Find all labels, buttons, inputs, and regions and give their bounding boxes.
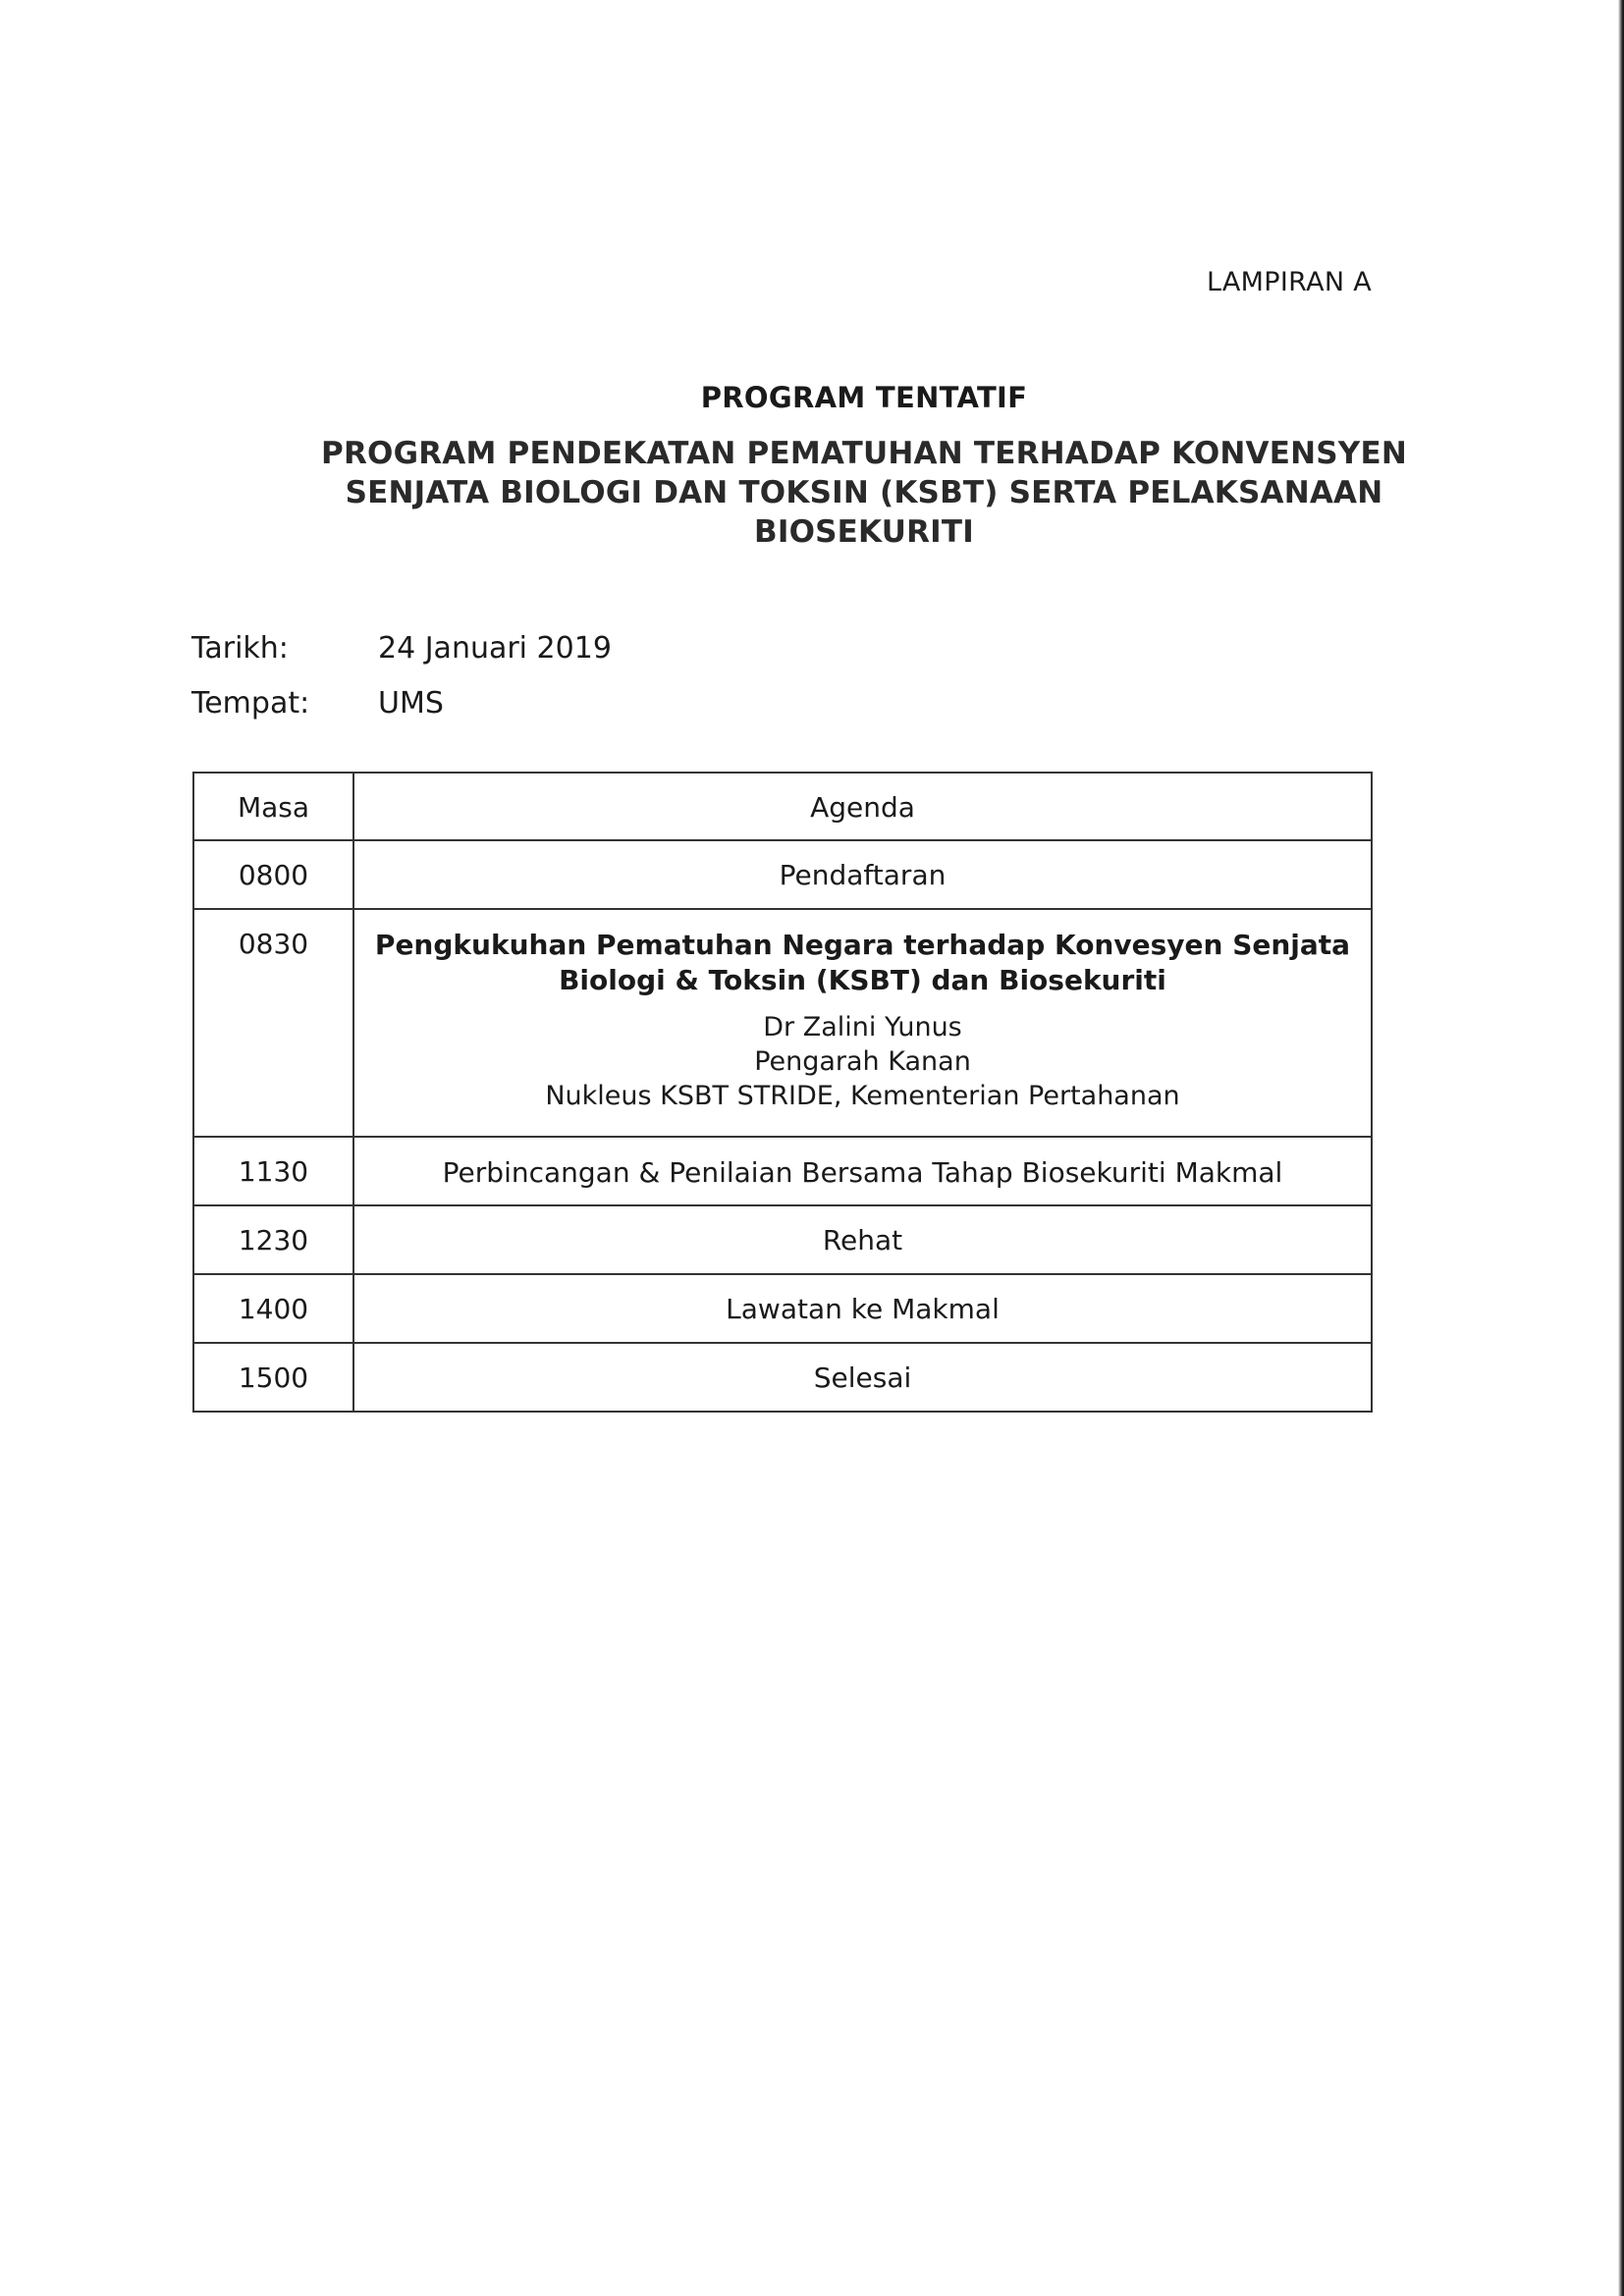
appendix-label: LAMPIRAN A [1206,267,1372,297]
table-header-row [193,773,1372,840]
header-time: Masa [193,773,353,840]
title-block [177,381,1551,552]
venue-row [191,686,612,741]
table-row [193,1205,1372,1274]
table-row [193,840,1372,909]
date-label: Tarikh: [191,631,289,666]
table-row [193,1274,1372,1343]
row-time: 1400 [193,1274,353,1343]
agenda-table [192,772,1373,1413]
table-row [193,1343,1372,1412]
row-agenda: Pendaftaran [353,840,1372,909]
speaker-block [370,1010,1355,1113]
row-agenda [353,909,1372,1137]
row-time: 1130 [193,1137,353,1205]
venue-label: Tempat: [191,686,310,721]
table-row [193,1137,1372,1205]
speaker-organization: Nukleus KSBT STRIDE, Kementerian Pertahanan [545,1081,1180,1111]
header-agenda: Agenda [353,773,1372,840]
date-value: 24 Januari 2019 [378,631,612,666]
row-agenda: Selesai [353,1343,1372,1412]
row-time: 0830 [193,909,353,1137]
row-time: 1500 [193,1343,353,1412]
venue-value: UMS [378,686,444,721]
event-details [191,631,612,741]
speaker-title: Pengarah Kanan [754,1046,971,1077]
agenda-topic-line-1: Pengkukuhan Pematuhan Negara terhadap Konvesyen Senjata [374,929,1351,961]
program-title-line-3: BIOSEKURITI [754,514,974,550]
row-agenda: Lawatan ke Makmal [353,1274,1372,1343]
table-row [193,909,1372,1137]
row-agenda: Perbincangan & Penilaian Bersama Tahap Biosekuriti Makmal [353,1137,1372,1205]
row-agenda: Rehat [353,1205,1372,1274]
program-title-line-2: SENJATA BIOLOGI DAN TOKSIN (KSBT) SERTA PELAKSANAAN [345,475,1383,510]
speaker-name: Dr Zalini Yunus [763,1012,962,1042]
row-time: 0800 [193,840,353,909]
agenda-topic-line-2: Biologi & Toksin (KSBT) dan Biosekuriti [559,964,1166,996]
scan-edge [1618,0,1624,2296]
program-title-line-1: PROGRAM PENDEKATAN PEMATUHAN TERHADAP KONVENSYEN [321,436,1407,471]
document-title: PROGRAM TENTATIF [700,381,1028,414]
date-row [191,631,612,686]
row-time: 1230 [193,1205,353,1274]
